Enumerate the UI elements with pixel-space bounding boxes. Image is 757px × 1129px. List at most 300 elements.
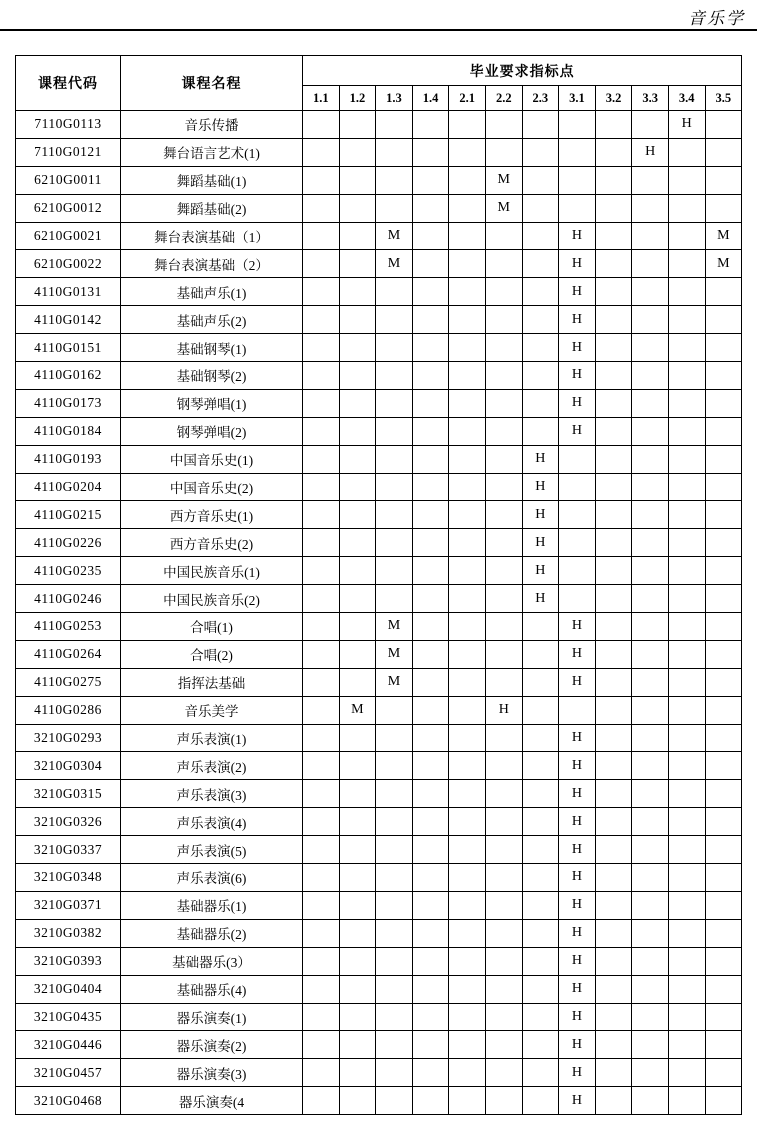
indicator-mark-cell	[559, 111, 596, 139]
indicator-mark-cell	[632, 417, 669, 445]
indicator-mark-cell	[339, 613, 376, 641]
indicator-mark-cell	[339, 947, 376, 975]
indicator-mark-cell	[412, 501, 449, 529]
indicator-mark-cell	[668, 194, 705, 222]
indicator-mark-cell	[303, 752, 340, 780]
indicator-mark-cell	[485, 250, 522, 278]
indicator-mark-cell: H	[559, 947, 596, 975]
indicator-mark-cell	[595, 278, 632, 306]
indicator-mark-cell	[522, 222, 559, 250]
indicator-mark-cell	[705, 501, 742, 529]
indicator-mark-cell: H	[522, 529, 559, 557]
indicator-mark-cell	[449, 891, 486, 919]
course-name-cell: 基础声乐(1)	[121, 278, 303, 306]
indicator-mark-cell	[412, 557, 449, 585]
indicator-mark-cell	[376, 975, 413, 1003]
indicator-mark-cell	[485, 278, 522, 306]
course-name-cell: 声乐表演(1)	[121, 724, 303, 752]
indicator-mark-cell	[485, 975, 522, 1003]
indicator-mark-cell	[595, 362, 632, 390]
indicator-mark-cell	[595, 585, 632, 613]
indicator-mark-cell	[376, 501, 413, 529]
indicator-header: 1.1	[303, 86, 340, 111]
indicator-mark-cell	[339, 389, 376, 417]
indicator-mark-cell	[449, 975, 486, 1003]
indicator-mark-cell	[376, 473, 413, 501]
indicator-header: 1.2	[339, 86, 376, 111]
indicator-mark-cell	[303, 278, 340, 306]
table-row	[16, 808, 742, 836]
indicator-mark-cell	[632, 947, 669, 975]
indicator-mark-cell	[376, 1003, 413, 1031]
indicator-mark-cell	[705, 891, 742, 919]
indicator-mark-cell	[303, 1059, 340, 1087]
indicator-mark-cell	[632, 166, 669, 194]
indicator-mark-cell	[668, 780, 705, 808]
indicator-mark-cell	[668, 1003, 705, 1031]
table-row	[16, 891, 742, 919]
indicator-mark-cell	[412, 752, 449, 780]
indicator-mark-cell	[668, 808, 705, 836]
indicator-header: 2.1	[449, 86, 486, 111]
indicator-mark-cell	[668, 696, 705, 724]
course-code-cell: 6210G0012	[16, 194, 121, 222]
indicator-mark-cell	[485, 640, 522, 668]
indicator-mark-cell	[339, 445, 376, 473]
indicator-mark-cell	[485, 417, 522, 445]
indicator-mark-cell	[705, 362, 742, 390]
course-code-cell: 4110G0215	[16, 501, 121, 529]
indicator-mark-cell	[303, 362, 340, 390]
indicator-mark-cell	[449, 668, 486, 696]
indicator-mark-cell	[668, 306, 705, 334]
course-name-cell: 中国民族音乐(2)	[121, 585, 303, 613]
indicator-mark-cell: H	[559, 780, 596, 808]
indicator-mark-cell	[595, 891, 632, 919]
indicator-mark-cell	[485, 836, 522, 864]
indicator-mark-cell: H	[522, 445, 559, 473]
indicator-mark-cell	[668, 864, 705, 892]
indicator-mark-cell	[412, 613, 449, 641]
indicator-mark-cell	[412, 334, 449, 362]
indicator-mark-cell	[376, 585, 413, 613]
indicator-mark-cell	[303, 501, 340, 529]
indicator-mark-cell	[559, 557, 596, 585]
indicator-mark-cell	[303, 557, 340, 585]
indicator-mark-cell	[449, 724, 486, 752]
indicator-mark-cell	[595, 529, 632, 557]
indicator-mark-cell	[412, 278, 449, 306]
indicator-mark-cell	[522, 975, 559, 1003]
indicator-mark-cell	[595, 111, 632, 139]
indicator-mark-cell	[303, 166, 340, 194]
indicator-mark-cell	[632, 696, 669, 724]
course-code-cell: 3210G0315	[16, 780, 121, 808]
course-name-cell: 中国民族音乐(1)	[121, 557, 303, 585]
indicator-mark-cell	[595, 138, 632, 166]
indicator-mark-cell	[485, 1003, 522, 1031]
indicator-mark-cell	[449, 1003, 486, 1031]
course-name-cell: 舞台语言艺术(1)	[121, 138, 303, 166]
indicator-mark-cell	[559, 138, 596, 166]
header-rule	[0, 29, 757, 31]
indicator-mark-cell	[376, 389, 413, 417]
course-name-cell: 指挥法基础	[121, 668, 303, 696]
indicator-mark-cell	[705, 166, 742, 194]
course-name-cell: 基础钢琴(1)	[121, 334, 303, 362]
indicator-mark-cell	[522, 389, 559, 417]
indicator-mark-cell	[595, 501, 632, 529]
indicator-mark-cell	[412, 1059, 449, 1087]
course-code-cell: 3210G0304	[16, 752, 121, 780]
course-code-cell: 3210G0382	[16, 919, 121, 947]
course-name-cell: 器乐演奏(2)	[121, 1031, 303, 1059]
indicator-mark-cell	[339, 640, 376, 668]
indicator-mark-cell	[412, 194, 449, 222]
indicator-mark-cell	[449, 529, 486, 557]
indicator-mark-cell	[559, 473, 596, 501]
indicator-mark-cell	[705, 585, 742, 613]
indicator-mark-cell	[339, 306, 376, 334]
indicator-mark-cell	[485, 529, 522, 557]
indicator-mark-cell	[412, 222, 449, 250]
indicator-mark-cell	[705, 808, 742, 836]
course-name-cell: 基础声乐(2)	[121, 306, 303, 334]
course-name-cell: 音乐美学	[121, 696, 303, 724]
indicator-mark-cell	[376, 111, 413, 139]
course-code-cell: 4110G0173	[16, 389, 121, 417]
header-row-top	[16, 56, 742, 86]
indicator-mark-cell	[668, 529, 705, 557]
indicator-mark-cell	[522, 166, 559, 194]
indicator-mark-cell	[668, 613, 705, 641]
course-code-cell: 3210G0404	[16, 975, 121, 1003]
indicator-mark-cell	[412, 1087, 449, 1115]
indicator-mark-cell	[595, 808, 632, 836]
indicator-mark-cell	[449, 306, 486, 334]
table-row	[16, 585, 742, 613]
indicator-mark-cell	[559, 585, 596, 613]
indicator-mark-cell: H	[632, 138, 669, 166]
table-row	[16, 250, 742, 278]
indicator-mark-cell: H	[559, 891, 596, 919]
course-name-cell: 器乐演奏(4	[121, 1087, 303, 1115]
indicator-header: 3.5	[705, 86, 742, 111]
indicator-mark-cell	[522, 696, 559, 724]
indicator-mark-cell	[485, 668, 522, 696]
indicator-header: 1.3	[376, 86, 413, 111]
indicator-mark-cell	[412, 724, 449, 752]
indicator-mark-cell	[303, 640, 340, 668]
indicator-mark-cell	[705, 194, 742, 222]
indicator-mark-cell	[668, 975, 705, 1003]
indicator-mark-cell	[339, 557, 376, 585]
indicator-mark-cell	[376, 417, 413, 445]
indicator-mark-cell	[668, 752, 705, 780]
indicator-mark-cell: M	[376, 250, 413, 278]
indicator-mark-cell	[376, 306, 413, 334]
indicator-mark-cell	[485, 752, 522, 780]
indicator-mark-cell	[522, 919, 559, 947]
indicator-mark-cell	[485, 891, 522, 919]
course-name-cell: 声乐表演(5)	[121, 836, 303, 864]
table-row	[16, 557, 742, 585]
indicator-mark-cell	[376, 864, 413, 892]
indicator-mark-cell	[449, 334, 486, 362]
indicator-mark-cell	[339, 808, 376, 836]
indicator-mark-cell: H	[559, 975, 596, 1003]
course-name-cell: 器乐演奏(3)	[121, 1059, 303, 1087]
indicator-mark-cell	[705, 445, 742, 473]
indicator-header: 3.2	[595, 86, 632, 111]
indicator-mark-cell	[449, 1059, 486, 1087]
indicator-mark-cell	[705, 780, 742, 808]
indicator-header: 2.2	[485, 86, 522, 111]
indicator-mark-cell	[412, 166, 449, 194]
indicator-mark-cell	[595, 166, 632, 194]
course-code-cell: 3210G0393	[16, 947, 121, 975]
table-row	[16, 780, 742, 808]
table-row	[16, 1087, 742, 1115]
indicator-mark-cell	[522, 334, 559, 362]
indicator-mark-cell	[339, 585, 376, 613]
indicator-mark-cell	[668, 1059, 705, 1087]
course-code-cell: 4110G0162	[16, 362, 121, 390]
indicator-mark-cell	[595, 947, 632, 975]
indicator-mark-cell	[632, 1003, 669, 1031]
course-name-cell: 中国音乐史(2)	[121, 473, 303, 501]
indicator-mark-cell	[595, 724, 632, 752]
indicator-mark-cell	[303, 111, 340, 139]
table-row	[16, 752, 742, 780]
table-row	[16, 975, 742, 1003]
indicator-mark-cell: H	[559, 752, 596, 780]
indicator-mark-cell	[668, 166, 705, 194]
indicator-mark-cell	[632, 111, 669, 139]
indicator-mark-cell	[668, 640, 705, 668]
indicator-mark-cell	[412, 975, 449, 1003]
indicator-mark-cell: M	[339, 696, 376, 724]
indicator-mark-cell: H	[559, 1003, 596, 1031]
indicator-mark-cell	[412, 417, 449, 445]
indicator-mark-cell	[339, 724, 376, 752]
indicator-mark-cell	[303, 138, 340, 166]
course-code-cell: 4110G0142	[16, 306, 121, 334]
course-code-cell: 3210G0337	[16, 836, 121, 864]
course-code-cell: 3210G0457	[16, 1059, 121, 1087]
indicator-mark-cell	[339, 501, 376, 529]
indicator-mark-cell	[632, 389, 669, 417]
indicator-mark-cell	[705, 111, 742, 139]
indicator-mark-cell	[595, 613, 632, 641]
indicator-mark-cell	[412, 780, 449, 808]
indicator-mark-cell	[485, 362, 522, 390]
indicator-mark-cell	[412, 250, 449, 278]
indicator-mark-cell	[705, 417, 742, 445]
table-row	[16, 501, 742, 529]
indicator-mark-cell: M	[376, 640, 413, 668]
indicator-mark-cell	[705, 306, 742, 334]
indicator-mark-cell: H	[559, 306, 596, 334]
course-code-cell: 4110G0275	[16, 668, 121, 696]
indicator-mark-cell	[705, 919, 742, 947]
indicator-mark-cell	[595, 864, 632, 892]
table-row	[16, 194, 742, 222]
course-code-cell: 4110G0151	[16, 334, 121, 362]
course-code-cell: 4110G0131	[16, 278, 121, 306]
indicator-mark-cell	[339, 891, 376, 919]
indicator-mark-cell	[449, 585, 486, 613]
table-row	[16, 138, 742, 166]
indicator-mark-cell	[632, 1031, 669, 1059]
indicator-mark-cell	[559, 529, 596, 557]
indicator-mark-cell: H	[559, 278, 596, 306]
indicator-mark-cell	[339, 334, 376, 362]
indicator-mark-cell	[595, 1087, 632, 1115]
course-name-header: 课程名程	[121, 56, 303, 111]
course-name-cell: 声乐表演(6)	[121, 864, 303, 892]
course-name-cell: 舞台表演基础（2）	[121, 250, 303, 278]
course-code-cell: 3210G0326	[16, 808, 121, 836]
indicator-mark-cell	[522, 836, 559, 864]
indicator-mark-cell	[376, 362, 413, 390]
indicator-mark-cell	[668, 138, 705, 166]
indicator-mark-cell	[632, 613, 669, 641]
indicator-mark-cell	[485, 222, 522, 250]
indicator-mark-cell	[668, 557, 705, 585]
course-name-cell: 合唱(2)	[121, 640, 303, 668]
indicator-mark-cell	[412, 668, 449, 696]
indicator-mark-cell	[449, 250, 486, 278]
indicator-mark-cell	[668, 668, 705, 696]
indicator-mark-cell	[668, 836, 705, 864]
indicator-mark-cell	[339, 278, 376, 306]
indicator-mark-cell	[449, 1087, 486, 1115]
course-code-cell: 4110G0246	[16, 585, 121, 613]
table-row	[16, 947, 742, 975]
indicator-mark-cell	[595, 975, 632, 1003]
indicator-mark-cell	[595, 445, 632, 473]
indicator-mark-cell	[705, 1003, 742, 1031]
indicator-mark-cell	[522, 138, 559, 166]
indicator-mark-cell	[705, 334, 742, 362]
indicator-mark-cell	[632, 557, 669, 585]
indicator-mark-cell	[632, 752, 669, 780]
indicator-mark-cell	[632, 222, 669, 250]
course-name-cell: 舞台表演基础（1）	[121, 222, 303, 250]
indicator-mark-cell	[339, 417, 376, 445]
indicator-mark-cell	[303, 250, 340, 278]
indicator-mark-cell	[595, 250, 632, 278]
course-code-cell: 3210G0468	[16, 1087, 121, 1115]
indicator-mark-cell	[485, 1059, 522, 1087]
indicator-mark-cell	[376, 1087, 413, 1115]
indicator-mark-cell	[705, 1087, 742, 1115]
indicator-mark-cell	[522, 362, 559, 390]
indicator-mark-cell: M	[485, 166, 522, 194]
indicator-mark-cell	[485, 947, 522, 975]
indicator-mark-cell	[595, 306, 632, 334]
indicator-mark-cell	[632, 194, 669, 222]
table-row	[16, 529, 742, 557]
indicator-mark-cell	[412, 362, 449, 390]
indicator-mark-cell	[376, 194, 413, 222]
table-header	[16, 56, 742, 111]
course-name-cell: 中国音乐史(1)	[121, 445, 303, 473]
course-code-cell: 3210G0348	[16, 864, 121, 892]
indicator-mark-cell	[449, 752, 486, 780]
table-row	[16, 166, 742, 194]
indicator-mark-cell: H	[559, 836, 596, 864]
indicator-mark-cell	[303, 808, 340, 836]
indicator-header: 2.3	[522, 86, 559, 111]
course-code-header: 课程代码	[16, 56, 121, 111]
indicator-mark-cell	[303, 1031, 340, 1059]
indicator-mark-cell	[668, 891, 705, 919]
indicator-mark-cell	[376, 1059, 413, 1087]
indicator-mark-cell	[705, 613, 742, 641]
course-name-cell: 钢琴弹唱(1)	[121, 389, 303, 417]
indicator-mark-cell	[632, 306, 669, 334]
indicator-mark-cell	[339, 1031, 376, 1059]
course-name-cell: 基础钢琴(2)	[121, 362, 303, 390]
indicator-mark-cell	[595, 836, 632, 864]
indicator-mark-cell	[449, 166, 486, 194]
table-row	[16, 362, 742, 390]
indicator-mark-cell	[412, 445, 449, 473]
indicator-mark-cell	[376, 919, 413, 947]
table-row	[16, 640, 742, 668]
table-row	[16, 696, 742, 724]
indicator-mark-cell	[339, 780, 376, 808]
indicator-mark-cell	[449, 362, 486, 390]
indicator-mark-cell	[559, 501, 596, 529]
indicator-mark-cell	[705, 640, 742, 668]
table-row	[16, 278, 742, 306]
indicator-mark-cell	[376, 836, 413, 864]
indicator-mark-cell	[705, 529, 742, 557]
indicator-mark-cell	[303, 780, 340, 808]
indicator-mark-cell	[339, 473, 376, 501]
indicator-mark-cell	[449, 947, 486, 975]
indicator-mark-cell	[632, 891, 669, 919]
course-code-cell: 3210G0435	[16, 1003, 121, 1031]
indicator-mark-cell	[449, 417, 486, 445]
course-code-cell: 6210G0021	[16, 222, 121, 250]
indicator-mark-cell	[485, 808, 522, 836]
indicator-mark-cell	[376, 166, 413, 194]
indicator-mark-cell	[668, 389, 705, 417]
indicator-mark-cell	[705, 668, 742, 696]
course-code-cell: 4110G0193	[16, 445, 121, 473]
indicator-mark-cell	[705, 836, 742, 864]
indicator-mark-cell	[485, 501, 522, 529]
indicator-mark-cell	[412, 864, 449, 892]
indicator-mark-cell	[449, 278, 486, 306]
indicator-mark-cell	[595, 752, 632, 780]
indicator-mark-cell	[595, 1003, 632, 1031]
table-row	[16, 334, 742, 362]
indicator-mark-cell	[705, 1031, 742, 1059]
table-row	[16, 864, 742, 892]
indicator-mark-cell	[449, 864, 486, 892]
indicator-mark-cell	[705, 389, 742, 417]
indicator-mark-cell	[522, 668, 559, 696]
indicator-mark-cell	[595, 557, 632, 585]
indicator-mark-cell	[303, 947, 340, 975]
indicator-mark-cell	[522, 1031, 559, 1059]
page-header	[0, 0, 757, 29]
